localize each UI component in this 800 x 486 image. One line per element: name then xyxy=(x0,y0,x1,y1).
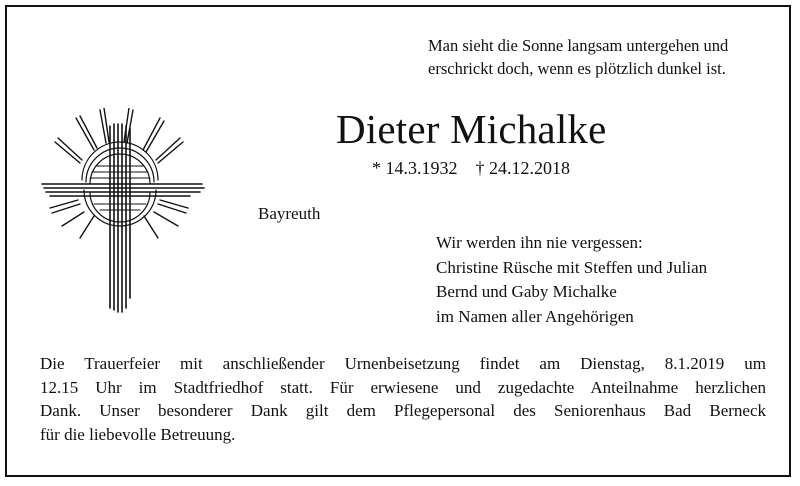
motto-line: erschrickt doch, wenn es plötzlich dunkel ist. xyxy=(428,59,726,78)
motto-line: Man sieht die Sonne langsam untergehen und xyxy=(428,36,729,55)
mourners-line: Bernd und Gaby Michalke xyxy=(436,282,617,301)
mourners-line: Wir werden ihn nie vergessen: xyxy=(436,233,643,252)
life-dates xyxy=(372,157,570,179)
cross-with-sun-rays-icon xyxy=(40,108,210,318)
deceased-name: Dieter Michalke xyxy=(336,106,607,152)
death-date: † 24.12.2018 xyxy=(475,158,570,178)
notice-line: für die liebevolle Betreuung. xyxy=(40,424,236,444)
notice-line: 12.15 Uhr im Stadtfriedhof statt. Für erwiesene und zugedachte Anteilnahme herzlichen xyxy=(40,377,766,397)
location: Bayreuth xyxy=(258,204,321,223)
funeral-notice-text xyxy=(40,352,766,446)
notice-line: Dank. Unser besonderer Dank gilt dem Pflegepersonal des Seniorenhaus Bad Berneck xyxy=(40,401,766,420)
mourners-block xyxy=(436,231,707,329)
motto-quote xyxy=(428,34,728,80)
mourners-line: im Namen aller Angehörigen xyxy=(436,306,634,326)
birth-date: * 14.3.1932 xyxy=(372,158,458,178)
notice-line: Die Trauerfeier mit anschließender Urnenbeisetzung findet am Dienstag, 8.1.2019 um xyxy=(40,354,766,373)
mourners-line: Christine Rüsche mit Steffen und Julian xyxy=(436,257,708,277)
